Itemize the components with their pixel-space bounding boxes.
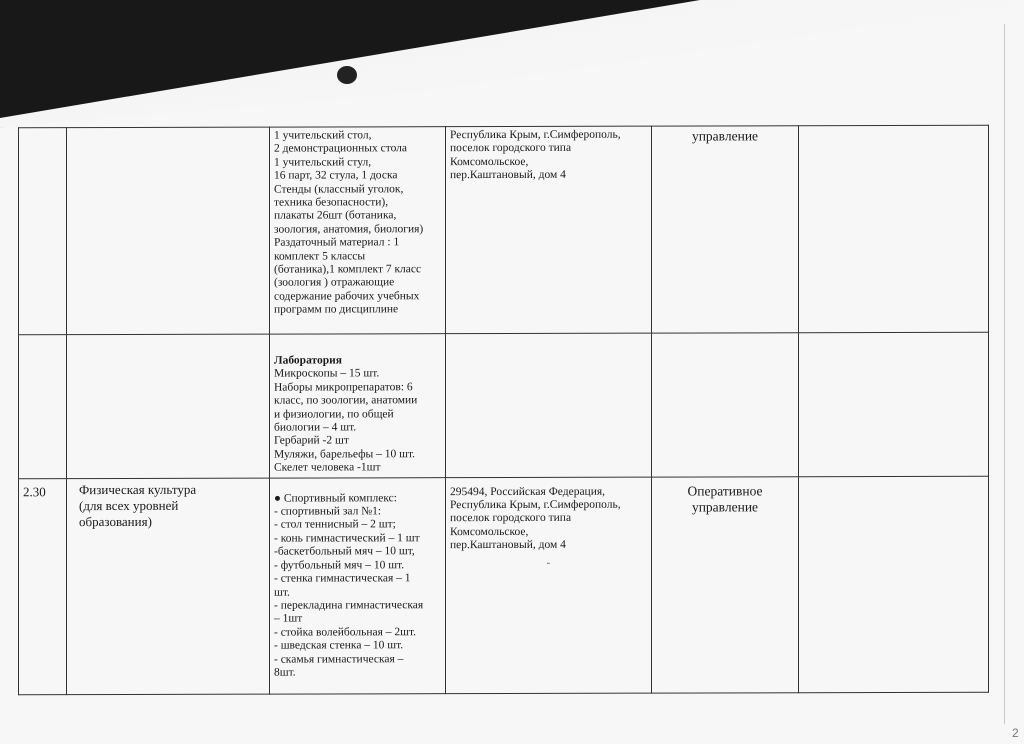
equipment-line: - футбольный мяч – 10 шт. (274, 558, 405, 572)
equipment-line: - спортивный зал №1: (274, 505, 382, 518)
address-cell (446, 333, 652, 477)
equipment-line: - стол теннисный – 2 шт; (274, 518, 396, 532)
equipment-line: - стойка волейбольная – 2шт. (274, 625, 417, 639)
address-line: Республика Крым, г.Симферополь, (450, 128, 621, 142)
management-cell (652, 333, 799, 477)
subject-line: (для всех уровней (79, 497, 179, 513)
equipment-line: биологии – 4 шт. (274, 421, 357, 434)
equipment-line: (ботаника),1 комплект 7 класс (274, 263, 422, 276)
equipment-line: Стенды (классный уголок, (274, 182, 404, 196)
equipment-line: содержание рабочих учебных (274, 290, 420, 303)
address-line: пер.Каштановый, дом 4 (450, 539, 566, 552)
equipment-line: шт. (274, 586, 290, 599)
equipment-line: Наборы микропрепаратов: 6 (274, 381, 413, 394)
subject-cell (67, 334, 270, 478)
equipment-cell (270, 477, 446, 693)
equipment-cell (270, 127, 446, 334)
lab-title: Лаборатория (274, 354, 343, 367)
equipment-line: - стенка гимнастическая – 1 (274, 572, 411, 585)
notes-cell (799, 332, 989, 476)
equipment-line: 1 учительский стул, (274, 156, 372, 169)
equipment-line: Микроскопы – 15 шт. (274, 367, 380, 381)
punch-hole (337, 66, 357, 84)
equipment-line: Скелет человека -1шт (274, 461, 381, 474)
address-line: поселок городского типа (450, 512, 572, 525)
number-cell (19, 128, 67, 335)
equipment-line: 2 демонстрационных стола (274, 142, 408, 156)
equipment-line: 1 учительский стол, (274, 129, 372, 142)
management-cell (652, 476, 799, 692)
table-row (19, 332, 989, 478)
equipment-line: программ по дисциплине (274, 303, 399, 316)
address-line: пер.Каштановый, дом 4 (450, 169, 566, 182)
equipment-line: 8шт. (274, 666, 296, 679)
address-cell (446, 477, 652, 694)
notes-cell (799, 125, 989, 332)
equipment-line: Гербарий -2 шт (274, 434, 349, 448)
management-text: управление (691, 498, 759, 515)
address-line: поселок городского типа (450, 142, 572, 155)
equipment-line: Муляжи, барельефы – 10 шт. (274, 448, 416, 461)
table-row (19, 125, 989, 335)
equipment-line: плакаты 26шт (ботаника, (274, 209, 397, 223)
address-cell (446, 126, 652, 334)
equipment-line: - конь гимнастический – 1 шт (274, 532, 420, 545)
equipment-line: зоология, анатомия, биология) (274, 223, 424, 236)
equipment-line: - перекладина гимнастическая (274, 599, 424, 612)
table-row (19, 476, 989, 695)
row-number: 2.30 (23, 483, 46, 499)
equipment-line: 16 парт, 32 стула, 1 доска (274, 169, 398, 182)
equipment-line: – 1шт (274, 612, 303, 625)
equipment-line: - скамья гимнастическая – (274, 652, 404, 666)
subject-cell (67, 127, 270, 335)
management-text: Оперативное (687, 482, 763, 499)
equipment-line: Раздаточный материал : 1 (274, 236, 400, 249)
equipment-line: класс, по зоологии, анатомии (274, 394, 418, 407)
equipment-line: техника безопасности), (274, 196, 389, 209)
page-edge (1004, 24, 1005, 724)
equipment-table (18, 125, 989, 695)
page-number: 2 (1012, 726, 1019, 740)
notes-cell (799, 476, 989, 692)
equipment-cell (270, 334, 446, 478)
equipment-line: комплект 5 классы (274, 250, 366, 263)
management-cell (652, 126, 799, 333)
address-line: 295494, Российская Федерация, (450, 485, 606, 498)
subject-line: Физическая культура (79, 481, 197, 497)
equipment-line: и физиологии, по общей (274, 407, 394, 421)
equipment-table-wrapper (18, 125, 988, 695)
subject-line: образования) (79, 513, 152, 529)
equipment-line: -баскетбольный мяч – 10 шт, (274, 545, 415, 558)
address-line: Комсомольское, (450, 155, 529, 168)
subject-cell (67, 478, 270, 695)
equipment-line: - шведская стенка – 10 шт. (274, 639, 404, 652)
equipment-line: (зоология ) отражающие (274, 276, 395, 290)
management-text: управление (691, 128, 759, 144)
number-cell (19, 335, 67, 479)
equipment-line: ● Спортивный комплекс: (274, 491, 397, 505)
address-line: Комсомольское, (450, 525, 529, 539)
address-line: Республика Крым, г.Симферополь, (450, 498, 621, 512)
empty-mark: - (546, 556, 551, 569)
number-cell (19, 478, 67, 694)
